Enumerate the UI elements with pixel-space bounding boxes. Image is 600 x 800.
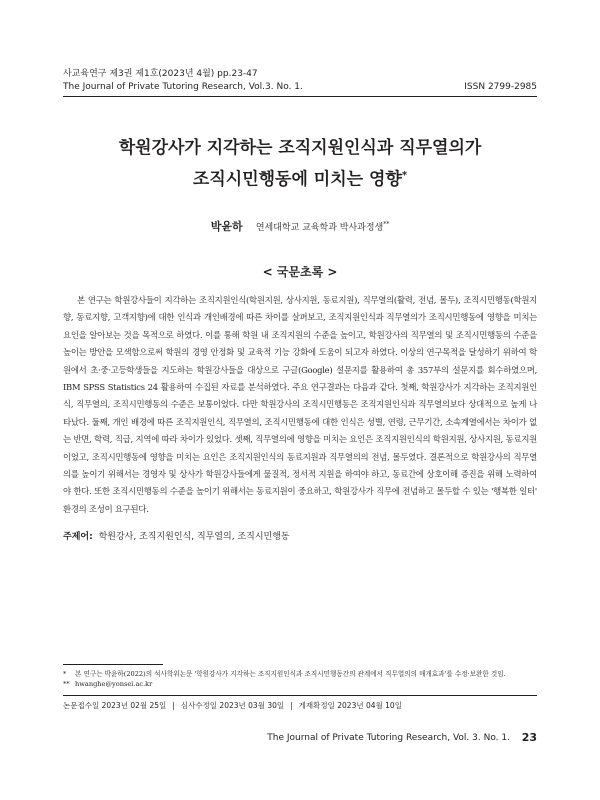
title-footnote-mark: * (401, 170, 408, 181)
date-separator-2: | (290, 701, 293, 710)
author-affiliation (256, 223, 389, 233)
paper-title-line1: 학원강사가 지각하는 조직지원인식과 직무열의가 (118, 138, 482, 158)
footnote-1 (63, 668, 560, 678)
accepted-date: 게재확정일 2023년 04월 10일 (298, 701, 402, 710)
footnote-2-mark: ** (63, 680, 70, 688)
abstract-heading: < 국문초록 > (262, 265, 338, 279)
dates-divider (63, 695, 537, 696)
footnote-divider (63, 664, 163, 665)
header-divider (63, 96, 537, 97)
author-affiliation-text: 연세대학교 교육학과 박사과정생 (255, 223, 384, 233)
footer-journal-name: The Journal of Private Tutoring Research, Vol. 3. No. 1. (267, 733, 510, 743)
author-footnote-mark: ** (383, 221, 390, 228)
paper-title (40, 134, 560, 194)
footnote-2-email: hwanghe@yonsei.ac.kr (75, 680, 153, 688)
page-number: 23 (521, 731, 537, 744)
paper-title-line2-text: 조직시민행동에 미치는 영향 (192, 169, 402, 190)
keywords-value: 학원강사, 조직지원인식, 직무열의, 조직시민행동 (98, 532, 290, 542)
keywords (63, 529, 537, 542)
author-line (0, 218, 600, 234)
paper-title-line2 (40, 162, 560, 194)
revised-date: 심사수정일 2023년 03월 30일 (180, 701, 285, 710)
abstract-body: 본 연구는 학원강사들이 지각하는 조직지원인식(학원지원, 상사지원, 동료지원), 직무열의(활력, 전념, 몰두), 조직시민행동(학원지향, 동료지향, 고객지향)에 대한 인식과 개인배경에 따른 차이를 살펴보고, 조직지원인식과 직무열의가 조직시민행동에 영향을 미치는 요인을 알아보는 것을 목적으로 하였다. 이를 통해 학원 내 조직지원의 수준을 높이고, 학원강사의 직무열의 및 조직시민행동의 수준을 높이는 방안을 모색함으로써 학원의 경영 안정화 및 교육적 기능 강화에 도움이 되고자 하였다. 이상의 연구목적을 달성하기 위하여 학원에서 초·중·고등학생들을 지도하는 학원강사들을 대상으로 구글(Google) 설문지를 활용하여 총 357부의 설문지를 회수하였으며, IBM SPSS Statistics 24 활용하여 수집된 자료를 분석하였다. 주요 연구결과는 다음과 같다. 첫째, 학원강사가 지각하는 조직지원인식, 직무열의, 조직시민행동의 수준은 보통이었다. 다만 학원강사의 조직시민행동은 조직지원인식과 직무열의보다 상대적으로 높게 나타났다. 둘째, 개인 배경에 따른 조직지원인식, 직무열의, 조직시민행동에 대한 인식은 성별, 연령, 근무기간, 소속계열에서는 차이가 없는 반면, 학력, 직급, 지역에 따라 차이가 있었다. 셋째, 직무열의에 영향을 미치는 요인은 조직지원인식의 학원지원, 상사지원, 동료지원이었고, 조직시민행동에 영향을 미치는 요인은 조직지원인식의 동료지원과 직무열의의 전념, 몰두였다. 결론적으로 학원강사의 직무열의를 높이기 위해서는 경영자 및 상사가 학원강사들에게 물질적, 정서적 지원을 하여야 하고, 동료간에 상호이해 증진을 위해 노력하여야 한다. 또한 조직시민행동의 수준을 높이기 위해서는 동료지원이 중요하고, 학원강사가 직무에 전념하고 몰두할 수 있는 '행복한 일터' 환경의 조성이 요구된다. (63, 295, 537, 514)
date-separator-1: | (172, 701, 175, 710)
issn-number: ISSN 2799-2985 (464, 82, 537, 92)
journal-citation-korean: 사교육연구 제3권 제1호(2023년 4월) pp.23-47 (63, 69, 258, 79)
received-date: 논문접수일 2023년 02월 25일 (63, 701, 167, 710)
keywords-label: 주제어: (63, 532, 93, 542)
footnote-1-mark: * (63, 670, 67, 678)
footnote-2 (63, 680, 560, 688)
author-name: 박윤하 (210, 220, 243, 233)
footnote-1-text: 본 연구는 박윤하(2022)의 석사학위논문 '학원강사가 지각하는 조직지원인식과 조직시민행동간의 관계에서 직무열의의 매개효과'를 수정·보완한 것임. (75, 670, 506, 678)
journal-citation-english: The Journal of Private Tutoring Research, Vol.3. No. 1. (63, 82, 303, 92)
submission-dates (63, 700, 402, 711)
